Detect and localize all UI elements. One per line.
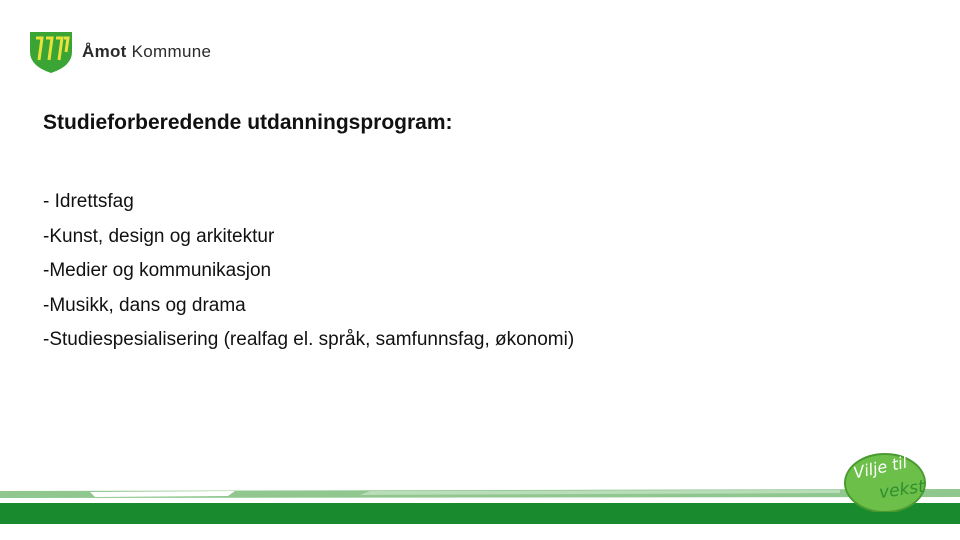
footer-white-accent (90, 491, 235, 497)
logo-text (82, 42, 211, 62)
list-item: -Studiespesialisering (realfag el. språk, samfunnsfag, økonomi) (43, 329, 575, 350)
coat-of-arms-icon (28, 30, 74, 74)
list-item: -Medier og kommunikasjon (43, 260, 272, 281)
list-item: -Kunst, design og arkitektur (43, 225, 275, 247)
footer-dark-band (0, 503, 960, 524)
program-list (43, 185, 574, 358)
list-item: -Musikk, dans og drama (43, 294, 246, 316)
slogan-badge (843, 452, 931, 512)
list-item: - Idrettsfag (43, 191, 134, 212)
logo-name: Åmot (82, 42, 127, 61)
badge-line1: Vilje til (851, 452, 909, 483)
badge-line2: vekst (877, 476, 927, 504)
logo-suffix: Kommune (126, 42, 212, 61)
slide-title: Studieforberedende utdanningsprogram: (43, 111, 453, 134)
kommune-logo (28, 30, 211, 74)
